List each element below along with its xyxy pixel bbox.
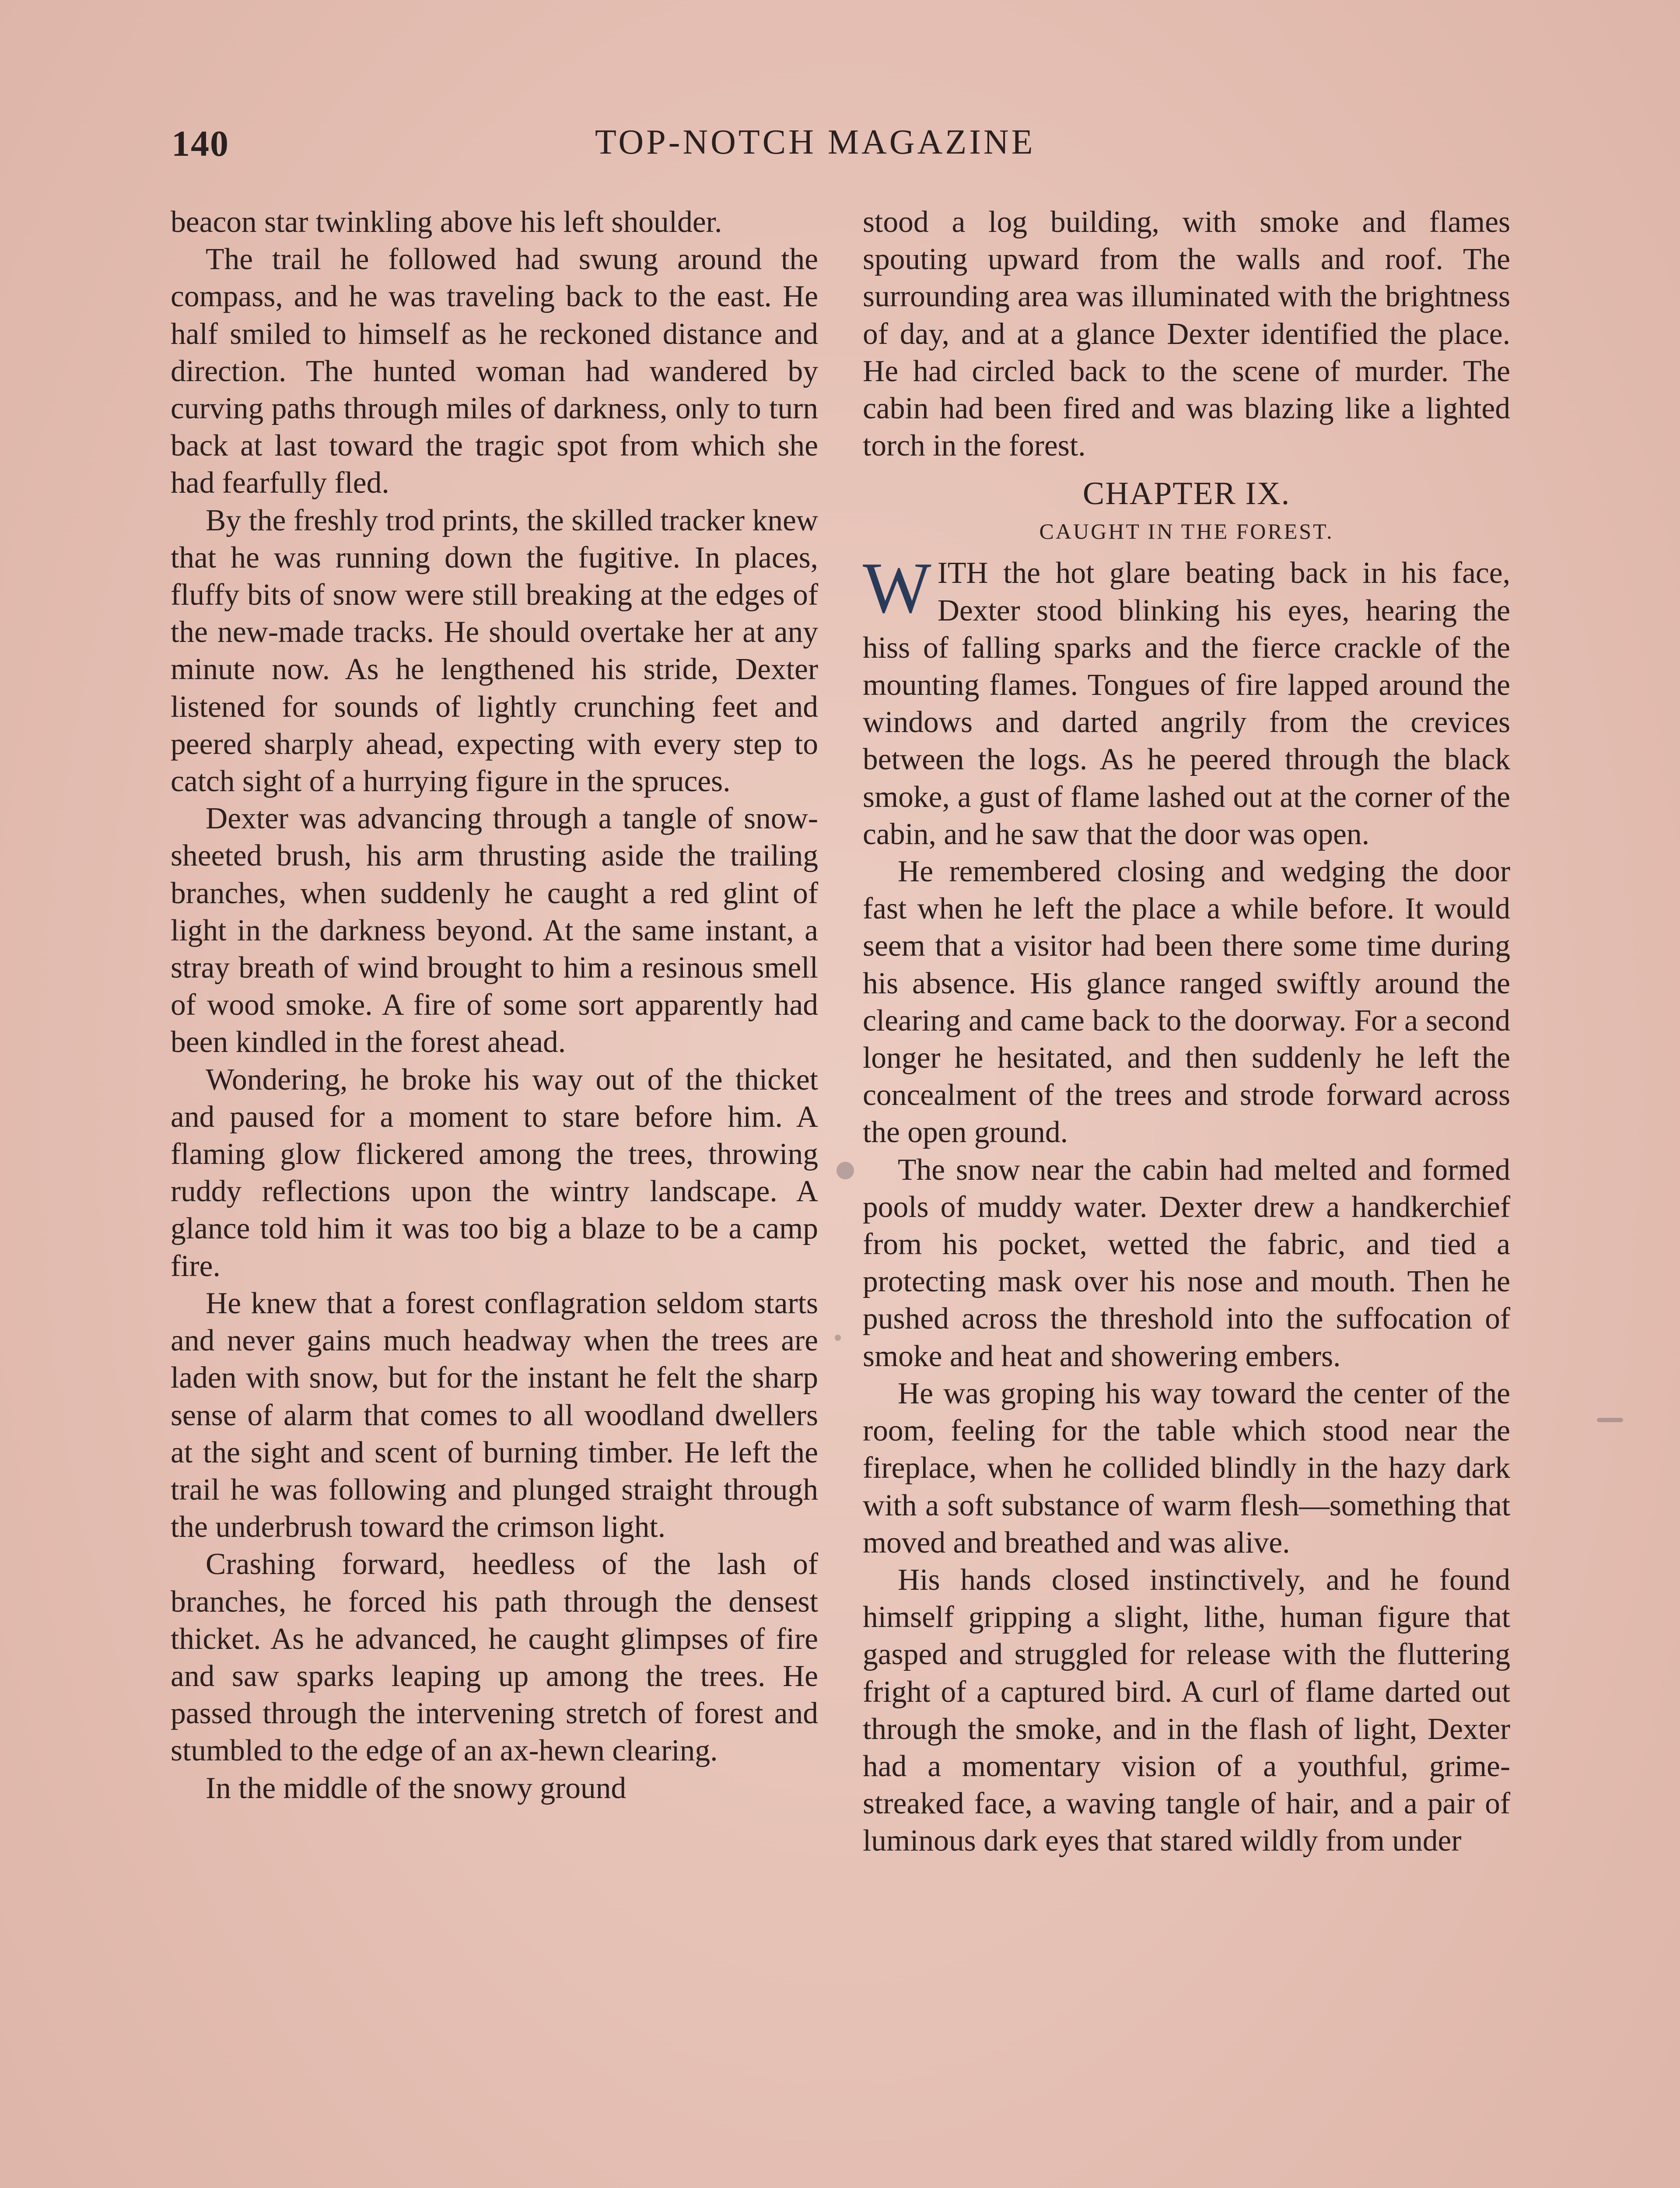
chapter-title: CHAPTER IX. [1082, 476, 1291, 512]
paper-speck [1597, 1418, 1623, 1422]
left-column [171, 203, 818, 1807]
paper-speck [835, 1335, 841, 1341]
paragraph: By the freshly trod prints, the skilled tracker knew that he was running down the fugitive. In places, fluffy bits of snow were still breaking at the edges of the new-made tracks. He should overtake her at any minute now. As he lengthened his stride, Dexter listened for sounds of lightly crunching feet and peered sharply ahead, expecting with every step to catch sight of a hurrying figure in the spruces. [171, 503, 818, 799]
paragraph: He knew that a forest conflagration seldom starts and never gains much headway when the trees are laden with snow, but for the instant he felt the sharp sense of alarm that comes to all woodland dwellers at the sight and scent of burning timber. He left the trail he was following and plunged straight through the underbrush toward the crimson light. [171, 1286, 818, 1544]
paragraph: He was groping his way toward the center of the room, feeling for the table which stood near the fireplace, when he collided blindly in the hazy dark with a soft substance of warm flesh—something that moved and breathed and was alive. [863, 1376, 1510, 1560]
paragraph: He remembered closing and wedging the door fast when he left the place a while before. It would seem that a visitor had been there some time during his absence. His glance ranged swiftly around the clearing and came back to the doorway. For a second longer he hesitated, and then suddenly he left the concealment of the trees and strode forward across the open ground. [863, 855, 1510, 1150]
drop-cap: W [863, 547, 931, 628]
paragraph: The snow near the cabin had melted and formed pools of muddy water. Dexter drew a handkerchief from his pocket, wetted the fabric, and tied a protecting mask over his nose and mouth. Then he pushed across the threshold into the suffocation of smoke and heat and showering embers. [863, 1153, 1510, 1373]
right-column [863, 203, 1510, 1860]
paragraph: Dexter was advancing through a tangle of snow-sheeted brush, his arm thrusting aside the trailing branches, when suddenly he caught a red glint of light in the darkness beyond. At the same instant, a stray breath of wind brought to him a resinous smell of wood smoke. A fire of some sort apparently had been kindled in the forest ahead. [171, 802, 818, 1059]
paragraph: The trail he followed had swung around the compass, and he was traveling back to the east. He half smiled to himself as he reckoned distance and direction. The hunted woman had wandered by curving paths through miles of darkness, only to turn back at last toward the tragic spot from which she had fearfully fled. [171, 242, 818, 500]
paragraph: Crashing forward, heedless of the lash of branches, he forced his path through the densest thicket. As he advanced, he caught glimpses of fire and saw sparks leaping up among the trees. He passed through the intervening stretch of forest and stumbled to the edge of an ax-hewn clearing. [171, 1547, 818, 1768]
paragraph: In the middle of the snowy ground [206, 1771, 626, 1805]
paper-speck [836, 1162, 854, 1179]
opening-text: ITH the hot glare beating back in his face, Dexter stood blinking his eyes, hearing the hiss of falling sparks and the fierce crackle of the mounting flames. Tongues of fire lapped around the windows and darted angrily from the crevices between the logs. As he peered through the black smoke, a gust of flame lashed out at the corner of the cabin, and he saw that the door was open. [863, 556, 1510, 851]
paragraph: beacon star twinkling above his left shoulder. [171, 205, 722, 239]
chapter-opening-paragraph [863, 547, 1510, 853]
chapter-subtitle: CAUGHT IN THE FOREST. [1039, 519, 1334, 544]
page-number: 140 [172, 123, 229, 164]
paragraph: stood a log building, with smoke and flames spouting upward from the walls and roof. The surrounding area was illuminated with the brightness of day, and at a glance Dexter identified the place. He had circled back to the scene of murder. The cabin had been fired and was blazing like a lighted torch in the forest. [863, 205, 1510, 463]
paragraph: His hands closed instinctively, and he found himself gripping a slight, lithe, human figure that gasped and struggled for release with the fluttering fright of a captured bird. A curl of flame darted out through the smoke, and in the flash of light, Dexter had a momentary vision of a youthful, grime-streaked face, a waving tangle of hair, and a pair of luminous dark eyes that stared wildly from under [863, 1563, 1510, 1858]
magazine-title: TOP-NOTCH MAGAZINE [595, 123, 1036, 161]
running-header [0, 123, 1680, 171]
paragraph: Wondering, he broke his way out of the thicket and paused for a moment to stare before him. A flaming glow flickered among the trees, throwing ruddy reflections upon the wintry landscape. A glance told him it was too big a blaze to be a camp fire. [171, 1062, 818, 1283]
